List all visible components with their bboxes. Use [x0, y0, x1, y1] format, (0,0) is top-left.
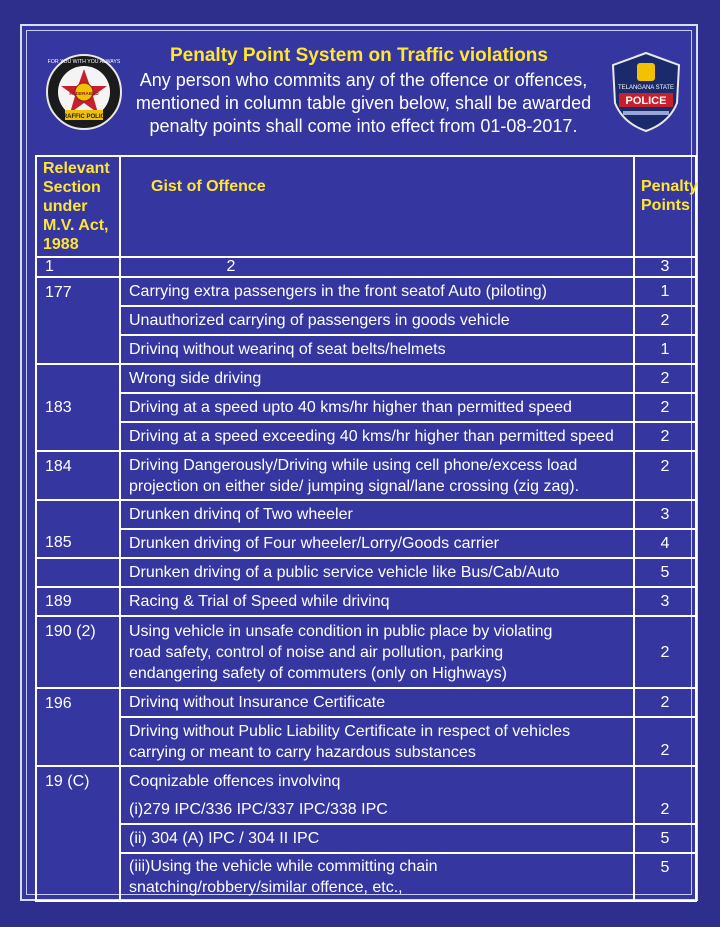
- offence-cell: (iii)Using the vehicle while committing chain snatching/robbery/similar offence, etc.,: [120, 853, 634, 901]
- poster-frame: [20, 24, 698, 901]
- svg-text:TELANGANA STATE: TELANGANA STATE: [617, 85, 675, 91]
- offence-cell: Wrong side driving: [120, 364, 634, 393]
- table-row: [36, 306, 696, 335]
- penalty-table: [35, 155, 697, 902]
- column-number-row: [36, 257, 696, 277]
- section-cell: [36, 558, 120, 587]
- offence-cell: (i)279 IPC/336 IPC/337 IPC/338 IPC: [120, 795, 634, 824]
- section-cell: 196: [36, 688, 120, 766]
- header: [27, 31, 691, 151]
- offence-cell: Driving at a speed exceeding 40 kms/hr higher than permitted speed: [120, 422, 634, 451]
- header-points: Penalty Points: [634, 156, 696, 257]
- section-cell: 185: [36, 500, 120, 558]
- points-cell: 1: [634, 277, 696, 306]
- points-cell: 5: [634, 853, 696, 901]
- offence-cell: Driving Dangerously/Driving while using cell phone/excess load projection on either side/ jumping signal/lane crossing (zig zag).: [120, 451, 634, 500]
- points-cell: 2: [634, 451, 696, 500]
- offence-cell: (ii) 304 (A) IPC / 304 II IPC: [120, 824, 634, 853]
- table-row: [36, 616, 696, 688]
- points-cell: 4: [634, 529, 696, 558]
- table-row: [36, 335, 696, 364]
- points-cell: 2: [634, 393, 696, 422]
- poster-inner: [26, 30, 698, 896]
- col-number: 2: [120, 257, 634, 277]
- subtitle-line: Any person who commits any of the offence or offences,: [139, 70, 588, 90]
- points-cell: 3: [634, 587, 696, 616]
- page-subtitle: [132, 69, 595, 138]
- points-cell: 2: [634, 616, 696, 688]
- section-cell: 190 (2): [36, 616, 120, 688]
- header-section: Relevant Section under M.V. Act, 1988: [36, 156, 120, 257]
- section-cell: 177: [36, 277, 120, 364]
- svg-text:FOR YOU WITH YOU ALWAYS: FOR YOU WITH YOU ALWAYS: [47, 59, 121, 65]
- table-row: [36, 688, 696, 717]
- offence-cell: Drunken driving of Four wheeler/Lorry/Goods carrier: [120, 529, 634, 558]
- svg-text:POLICE: POLICE: [625, 95, 667, 107]
- section-cell: 184: [36, 451, 120, 500]
- offence-cell: Driving at a speed upto 40 kms/hr higher than permitted speed: [120, 393, 634, 422]
- points-cell: 5: [634, 558, 696, 587]
- table-row: [36, 795, 696, 824]
- table-row: [36, 558, 696, 587]
- offence-cell: Drunken driving of a public service vehicle like Bus/Cab/Auto: [120, 558, 634, 587]
- table-row: [36, 451, 696, 500]
- table-row: [36, 717, 696, 766]
- table-row: [36, 853, 696, 901]
- offence-cell: Driving without Public Liability Certificate in respect of vehicles carrying or meant to carry hazardous substances: [120, 717, 634, 766]
- table-row: [36, 393, 696, 422]
- offence-cell: Racing & Trial of Speed while drivinq: [120, 587, 634, 616]
- page-title: Penalty Point System on Traffic violations: [170, 45, 548, 66]
- telangana-police-badge-icon: [609, 51, 683, 133]
- points-cell: 1: [634, 335, 696, 364]
- table-row: [36, 364, 696, 393]
- svg-text:TRAFFIC POLICE: TRAFFIC POLICE: [59, 114, 109, 120]
- section-cell: 183: [36, 364, 120, 451]
- table-row: [36, 824, 696, 853]
- points-cell: 2: [634, 306, 696, 335]
- offence-cell: Drivinq without Insurance Certificate: [120, 688, 634, 717]
- section-cell: 19 (C): [36, 766, 120, 901]
- table-row: [36, 587, 696, 616]
- table-row: [36, 766, 696, 795]
- subtitle-line: mentioned in column table given below, shall be awarded: [135, 93, 592, 113]
- subtitle-line: penalty points shall come into effect from 01-08-2017.: [149, 116, 578, 136]
- table-header-row: [36, 156, 696, 257]
- offence-cell: Drivinq without wearinq of seat belts/helmets: [120, 335, 634, 364]
- points-cell: 3: [634, 500, 696, 529]
- points-cell: 2: [634, 422, 696, 451]
- table-row: [36, 277, 696, 306]
- svg-text:HYDERABAD: HYDERABAD: [69, 91, 99, 96]
- offence-cell: Using vehicle in unsafe condition in public place by violating road safety, control of noise and air pollution, parking endangering safety of commuters (only on Highways): [120, 616, 634, 688]
- section-cell: 189: [36, 587, 120, 616]
- offence-cell: Drunken drivinq of Two wheeler: [120, 500, 634, 529]
- points-cell: [634, 766, 696, 795]
- points-cell: 2: [634, 688, 696, 717]
- offence-cell: Carrying extra passengers in the front seatof Auto (piloting): [120, 277, 634, 306]
- table-row: [36, 500, 696, 529]
- offence-cell: Coqnizable offences involvinq: [120, 766, 634, 795]
- table-row: [36, 529, 696, 558]
- offence-cell: Unauthorized carrying of passengers in goods vehicle: [120, 306, 634, 335]
- points-cell: 2: [634, 364, 696, 393]
- col-number: 1: [36, 257, 120, 277]
- table-row: [36, 422, 696, 451]
- points-cell: 2: [634, 795, 696, 824]
- points-cell: 2: [634, 717, 696, 766]
- col-number: 3: [634, 257, 696, 277]
- header-offence: Gist of Offence: [120, 156, 634, 257]
- points-cell: 5: [634, 824, 696, 853]
- traffic-police-logo-icon: [45, 53, 123, 131]
